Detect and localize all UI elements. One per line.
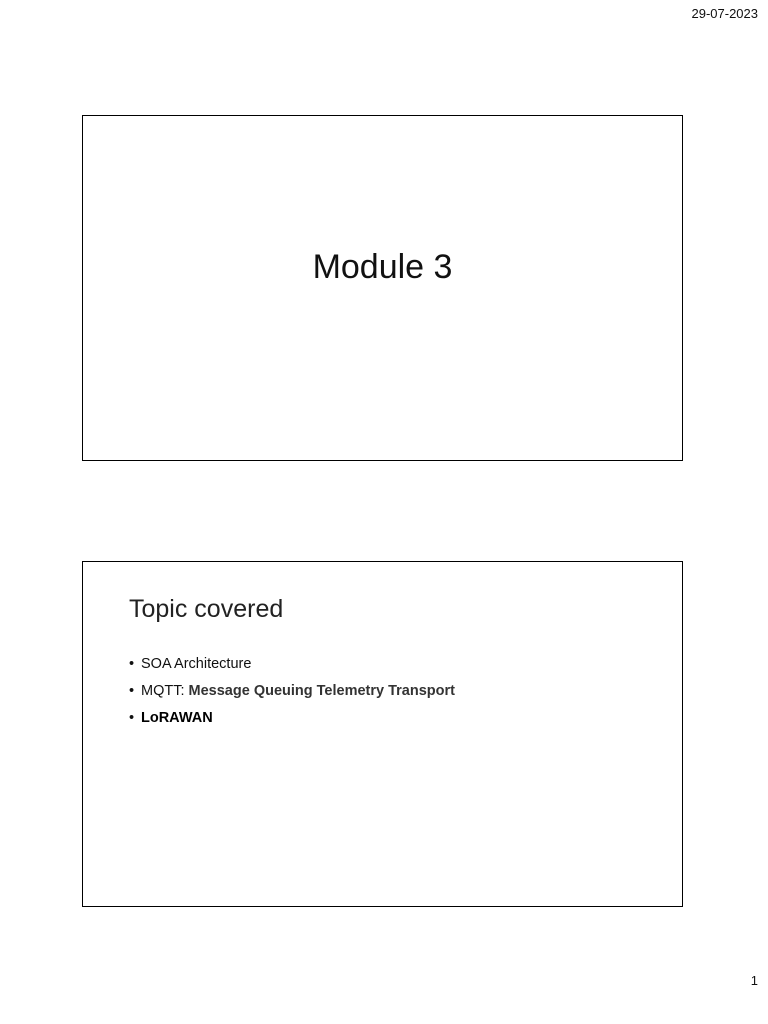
slide-title: Module 3 bbox=[312, 248, 453, 286]
list-item-text: MQTT: bbox=[141, 683, 189, 699]
list-item-detail: Message Queuing Telemetry Transport bbox=[188, 683, 455, 699]
slide-topics bbox=[82, 561, 683, 907]
list-item bbox=[129, 681, 455, 708]
list-item-text: SOA Architecture bbox=[141, 656, 252, 672]
slide-module-title bbox=[82, 115, 683, 461]
bullet-icon: • bbox=[129, 710, 135, 726]
bullet-icon: • bbox=[129, 683, 135, 699]
topic-list bbox=[129, 654, 455, 735]
page-number: 1 bbox=[750, 973, 758, 988]
list-item bbox=[129, 654, 455, 681]
bullet-icon: • bbox=[129, 656, 135, 672]
slide-heading: Topic covered bbox=[129, 595, 284, 623]
list-item-text: LoRAWAN bbox=[141, 710, 213, 726]
page-date: 29-07-2023 bbox=[691, 6, 758, 21]
list-item bbox=[129, 708, 455, 735]
